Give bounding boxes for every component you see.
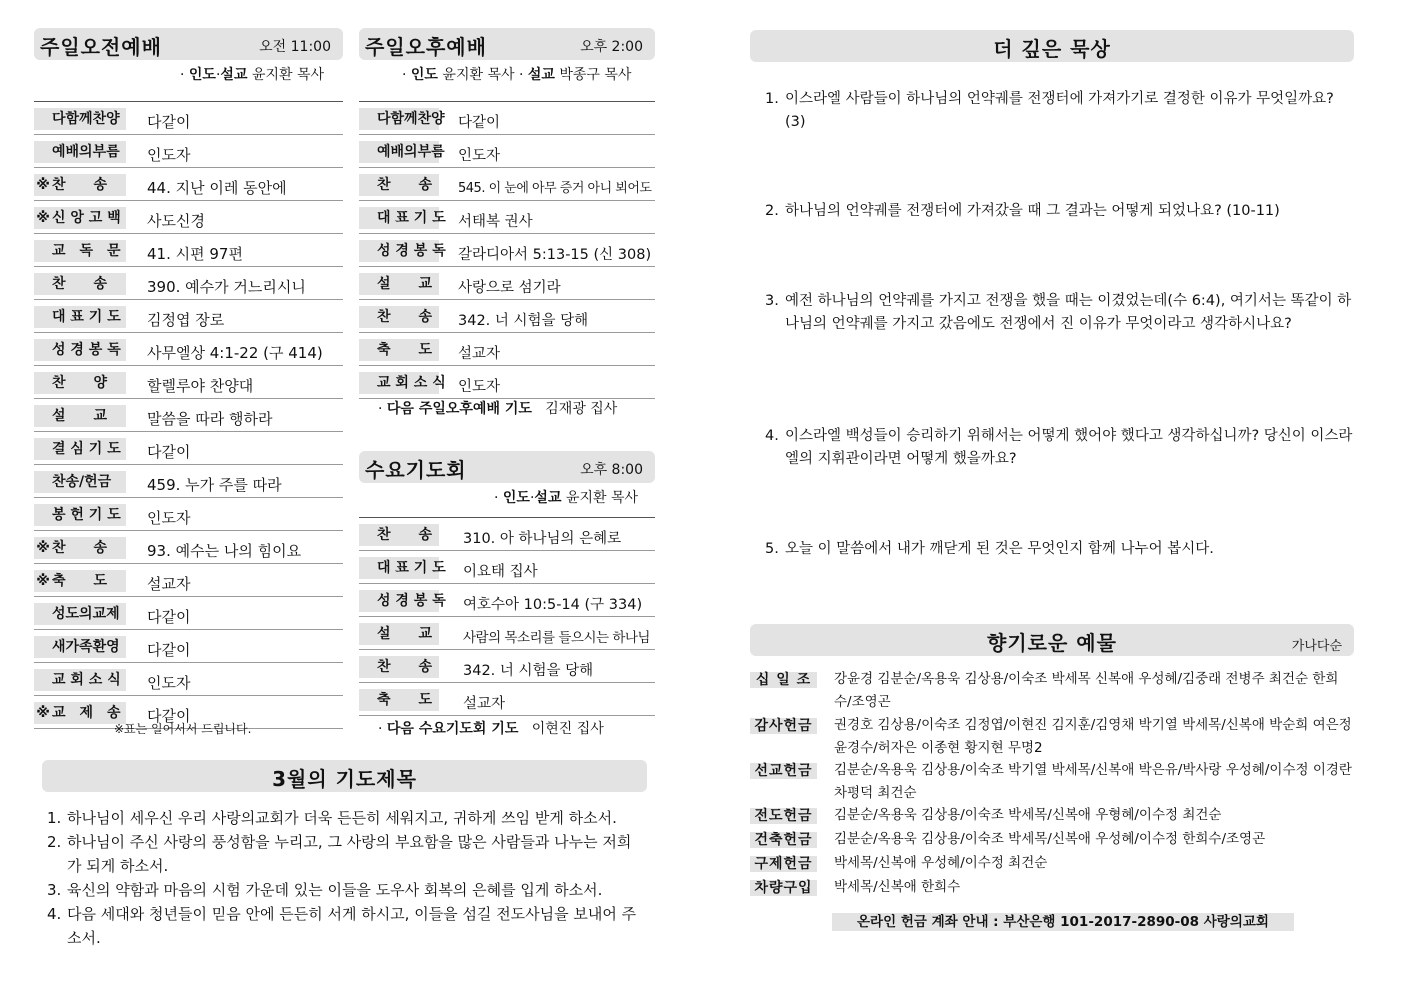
order-item-label-text: 대 표 기 도 — [377, 560, 446, 576]
order-item-value: 다같이 — [458, 115, 501, 131]
prayer-topics-list — [47, 806, 642, 950]
meditation-question — [765, 88, 1357, 134]
order-row — [34, 366, 343, 399]
offering-order-note: 가나다순 — [1291, 639, 1342, 654]
order-item-label-text: 찬 송 — [52, 276, 108, 292]
order-item-value: 459. 누가 주를 따라 — [147, 476, 282, 494]
item-text: 하나님이 세우신 우리 사랑의교회가 더욱 든든히 세워지고, 귀하게 쓰임 받게 하소서. — [67, 809, 617, 827]
order-item-value: 545. 이 눈에 아무 증거 아니 뵈어도 — [458, 181, 652, 196]
order-row — [359, 333, 655, 366]
order-item-label — [34, 702, 126, 724]
question-text: 하나님의 언약궤를 전쟁터에 가져갔을 때 그 결과는 어떻게 되었나요? (10-11) — [785, 203, 1280, 219]
item-text: 다음 세대와 청년들이 믿음 안에 든든히 서게 하시고, 이들을 섬길 전도사님을 보내어 주소서. — [67, 905, 637, 947]
order-item-value: 이요태 집사 — [463, 564, 538, 580]
order-item-value: 말씀을 따라 행하라 — [147, 410, 273, 428]
order-item-label — [34, 471, 126, 493]
order-item-value: 사랑으로 섬기라 — [458, 280, 561, 296]
order-item-value: 김정엽 장로 — [147, 311, 225, 329]
item-text: 육신의 약함과 마음의 시험 가운데 있는 이들을 도우사 회복의 은혜를 입게 하소서. — [67, 881, 603, 899]
order-item-value: 390. 예수가 거느리시니 — [147, 278, 306, 296]
meditation-header — [750, 30, 1354, 62]
meditation-question — [765, 290, 1357, 336]
order-item-label — [359, 141, 445, 163]
order-row — [359, 168, 655, 201]
order-row — [359, 650, 655, 683]
offering-names-vehicle: 박세목/신복애 한희수 — [834, 879, 961, 895]
preacher-tag: 설교 — [527, 67, 555, 83]
order-row — [359, 518, 655, 551]
order-item-label-text: 찬 양 — [52, 375, 108, 391]
order-item-label-text: 찬 송 — [377, 527, 433, 543]
order-row — [34, 498, 343, 531]
order-row — [34, 300, 343, 333]
order-item-value: 갈라디아서 5:13-15 (신 308) — [458, 247, 652, 263]
leader-tag: 인도 — [502, 490, 530, 506]
standing-note: ※표는 일어서서 드립니다. — [114, 722, 252, 736]
order-item-label-text: 교 독 문 — [52, 243, 121, 259]
order-item-label-text: 찬 송 — [377, 177, 433, 193]
order-item-value: 44. 지난 이레 동안에 — [147, 179, 287, 197]
order-item-label — [359, 207, 446, 229]
order-item-value: 사도신경 — [147, 212, 205, 230]
order-item-label — [34, 141, 126, 163]
wednesday-leader-line: · 인도·설교 윤지환 목사 — [494, 490, 639, 506]
order-item-value: 사무엘상 4:1-22 (구 414) — [147, 344, 323, 362]
prayer-topics-title: 3월의 기도제목 — [272, 767, 417, 791]
offering-label-relief: 구제헌금 — [750, 856, 817, 872]
order-item-label-text: 성 경 봉 독 — [52, 342, 121, 358]
order-item-label — [359, 108, 445, 130]
question-text: 예전 하나님의 언약궤를 가지고 전쟁을 했을 때는 이겼었는데(수 6:4), 여기서는 똑같이 하나님의 언약궤를 가지고 갔음에도 전쟁에서 진 이유가 무엇이라고 생각하시나요? — [785, 293, 1352, 332]
order-row — [34, 267, 343, 300]
order-row — [34, 399, 343, 432]
list-item — [47, 902, 642, 950]
offering-label-vehicle: 차량구입 — [750, 880, 817, 896]
prayer-topics-header — [42, 760, 647, 792]
order-item-label-text: 다함께찬양 — [52, 111, 120, 127]
leader-tag: 인도 — [188, 67, 216, 83]
order-item-label-text: 교 회 소 식 — [52, 672, 121, 688]
order-item-label-text: 대 표 기 도 — [52, 309, 121, 325]
order-item-value: 설교자 — [147, 575, 191, 593]
order-item-label-text: 축 도 — [377, 342, 433, 358]
afternoon-order-of-service — [359, 101, 655, 399]
order-row — [359, 366, 655, 399]
order-item-value: 다같이 — [147, 608, 191, 626]
offering-names-building: 김분순/옥용욱 김상용/이숙조 박세목/신복애 우성혜/이수정 한희수/조영곤 — [834, 831, 1266, 847]
order-item-label-text: 성 경 봉 독 — [377, 593, 446, 609]
afternoon-service-title: 주일오후예배 — [365, 35, 487, 59]
next-prayer-name: 김재광 집사 — [545, 401, 618, 417]
order-item-value: 다같이 — [147, 443, 191, 461]
order-item-label-text: 예배의부름 — [377, 144, 445, 160]
order-item-value: 설교자 — [458, 346, 501, 362]
order-item-label — [34, 339, 126, 361]
order-item-label-text: 축 도 — [52, 573, 108, 589]
offering-names-thanks: 권경호 김상용/이숙조 김정엽/이현진 김지훈/김영채 박기열 박세목/신복애 박순희 여은정 윤경수/허자은 이종현 황지현 무명2 — [834, 717, 1352, 756]
question-text: 이스라엘 백성들이 승리하기 위해서는 어떻게 했어야 했다고 생각하십니까? 당신이 이스라엘의 지휘관이라면 어떻게 했을까요? — [785, 428, 1353, 467]
morning-leader-line: · 인도·설교 윤지환 목사 — [180, 67, 325, 83]
order-item-label-text: 찬 송 — [377, 659, 433, 675]
preacher-tag: 설교 — [534, 490, 562, 506]
order-item-label — [34, 273, 126, 295]
afternoon-next-prayer: · 다음 주일오후예배 기도 김재광 집사 — [378, 401, 618, 417]
order-item-label-text: 찬 송 — [52, 540, 108, 556]
order-item-label — [34, 438, 126, 460]
leader-tag: 인도 — [410, 67, 438, 83]
order-row — [359, 234, 655, 267]
order-item-label-text: 찬송/헌금 — [52, 474, 112, 490]
order-item-label-text: 새가족환영 — [52, 639, 120, 655]
order-item-value: 인도자 — [458, 148, 501, 164]
order-item-label-text: 설 교 — [52, 408, 108, 424]
online-offering-account-notice: 온라인 헌금 계좌 안내 : 부산은행 101-2017-2890-08 사랑의교회 — [832, 913, 1294, 931]
order-item-value: 인도자 — [147, 509, 191, 527]
order-row — [34, 234, 343, 267]
item-text: 하나님이 주신 사랑의 풍성함을 누리고, 그 사랑의 부요함을 많은 사람들과 나누는 저희가 되게 하소서. — [67, 833, 632, 875]
offering-names-evangelism: 김분순/옥용욱 김상용/이숙조 박세목/신복애 우형혜/이수정 최건순 — [834, 807, 1222, 823]
order-item-label — [34, 405, 126, 427]
order-row — [34, 630, 343, 663]
item-number: 2. — [47, 833, 62, 851]
morning-service-time: 오전 11:00 — [259, 39, 331, 55]
standing-mark: ※ — [36, 210, 50, 226]
item-number: 4. — [47, 905, 62, 923]
order-item-label-text: 결 심 기 도 — [52, 441, 121, 457]
preacher-tag: 설교 — [220, 67, 248, 83]
order-item-label — [359, 656, 439, 678]
order-item-value: 인도자 — [147, 146, 191, 164]
morning-service-title: 주일오전예배 — [40, 35, 162, 59]
order-item-label — [34, 372, 126, 394]
order-row — [34, 564, 343, 597]
question-number: 3. — [765, 293, 779, 309]
order-row — [34, 201, 343, 234]
order-row — [359, 267, 655, 300]
order-item-label — [34, 636, 126, 658]
order-item-value: 설교자 — [463, 696, 506, 712]
wednesday-order-of-service — [359, 517, 655, 716]
meditation-title: 더 깊은 묵상 — [993, 37, 1111, 61]
order-item-label-text: 찬 송 — [377, 309, 433, 325]
leader-name: 윤지환 목사 — [251, 67, 325, 83]
question-number: 4. — [765, 428, 779, 444]
order-item-value: 다같이 — [147, 113, 191, 131]
offering-title: 향기로운 예물 — [987, 631, 1117, 655]
order-item-label — [359, 689, 439, 711]
order-item-label-text: 설 교 — [377, 276, 433, 292]
order-item-label-text: 다함께찬양 — [377, 111, 445, 127]
wednesday-next-prayer: · 다음 수요기도회 기도 이현진 집사 — [378, 721, 604, 737]
order-item-label-text: 봉 헌 기 도 — [52, 507, 121, 523]
order-item-label — [34, 603, 126, 625]
order-item-value: 41. 시편 97편 — [147, 245, 243, 263]
order-item-label — [359, 273, 439, 295]
order-item-value: 사람의 목소리를 들으시는 하나님 — [463, 630, 650, 646]
list-item — [47, 830, 642, 878]
question-text: 이스라엘 사람들이 하나님의 언약궤를 전쟁터에 가져가기로 결정한 이유가 무엇일까요? (3) — [785, 91, 1334, 130]
next-prayer-label: 다음 주일오후예배 기도 — [386, 401, 532, 417]
order-item-label-text: 설 교 — [377, 626, 433, 642]
order-row — [359, 617, 655, 650]
afternoon-service-time: 오후 2:00 — [580, 39, 643, 55]
order-row — [34, 531, 343, 564]
order-item-value: 다같이 — [147, 707, 191, 725]
order-item-label — [359, 557, 446, 579]
standing-mark: ※ — [36, 573, 50, 589]
standing-mark: ※ — [36, 705, 50, 721]
question-number: 5. — [765, 541, 779, 557]
order-row — [34, 168, 343, 201]
meditation-question — [765, 538, 1357, 561]
afternoon-service-header — [359, 28, 655, 60]
order-item-value: 342. 너 시험을 당해 — [463, 663, 594, 679]
next-prayer-label: 다음 수요기도회 기도 — [386, 721, 519, 737]
order-item-value: 인도자 — [458, 379, 501, 395]
order-item-label — [359, 623, 439, 645]
order-item-label — [34, 537, 126, 559]
offering-names-mission: 김분순/옥용욱 김상용/이숙조 박기열 박세목/신복애 박은유/박사랑 우성혜/이수정 이경란 차평덕 최건순 — [834, 762, 1352, 801]
afternoon-leader-line: · 인도 윤지환 목사 · 설교 박종구 목사 — [402, 67, 632, 83]
order-item-label — [34, 669, 126, 691]
order-row — [34, 597, 343, 630]
order-item-value: 서태복 권사 — [458, 214, 533, 230]
next-prayer-name: 이현진 집사 — [531, 721, 604, 737]
order-item-label — [359, 590, 446, 612]
order-item-label-text: 성도의교제 — [52, 606, 120, 622]
order-item-label-text: 찬 송 — [52, 177, 108, 193]
list-item — [47, 878, 642, 902]
order-item-value: 인도자 — [147, 674, 191, 692]
offering-label-mission: 선교헌금 — [750, 763, 817, 779]
order-item-label — [359, 372, 446, 394]
order-item-value: 342. 너 시험을 당해 — [458, 313, 589, 329]
order-row — [359, 584, 655, 617]
morning-service-header — [34, 28, 343, 60]
preacher-name: 박종구 목사 — [559, 67, 632, 83]
order-row — [34, 102, 343, 135]
order-row — [34, 663, 343, 696]
offering-header — [750, 624, 1354, 656]
order-item-value: 다같이 — [147, 641, 191, 659]
wednesday-service-time: 오후 8:00 — [580, 462, 643, 478]
offering-label-building: 건축헌금 — [750, 832, 817, 848]
order-item-label-text: 성 경 봉 독 — [377, 243, 446, 259]
leader-name: 윤지환 목사 — [565, 490, 639, 506]
order-row — [359, 683, 655, 716]
order-row — [34, 333, 343, 366]
leader-name: 윤지환 목사 — [442, 67, 515, 83]
wednesday-service-header — [359, 451, 655, 483]
order-row — [359, 201, 655, 234]
offering-label-tithe: 십 일 조 — [750, 672, 817, 688]
offering-names-tithe: 강윤경 김분순/옥용욱 김상용/이숙조 박세목 신복애 우성혜/김중래 전병주 최건순 한희수/조영곤 — [834, 671, 1339, 710]
order-item-label — [34, 207, 126, 229]
order-item-value: 여호수아 10:5-14 (구 334) — [463, 597, 643, 613]
order-row — [359, 300, 655, 333]
order-item-label — [34, 306, 126, 328]
item-number: 1. — [47, 809, 62, 827]
list-item — [47, 806, 642, 830]
order-item-label — [34, 504, 126, 526]
order-row — [359, 102, 655, 135]
order-item-label-text: 예배의부름 — [52, 144, 120, 160]
order-item-label-text: 교 제 송 — [52, 705, 121, 721]
order-item-label — [359, 339, 439, 361]
order-item-label-text: 대 표 기 도 — [377, 210, 446, 226]
item-number: 3. — [47, 881, 62, 899]
standing-mark: ※ — [36, 540, 50, 556]
order-row — [34, 432, 343, 465]
order-item-value: 할렐루야 찬양대 — [147, 377, 254, 395]
offering-names-relief: 박세목/신복애 우성혜/이수정 최건순 — [834, 855, 1048, 871]
meditation-question — [765, 200, 1357, 223]
morning-order-of-service — [34, 101, 343, 729]
offering-label-thanks: 감사헌금 — [750, 718, 817, 734]
order-row — [359, 135, 655, 168]
wednesday-service-title: 수요기도회 — [365, 458, 467, 482]
order-item-label — [34, 240, 126, 262]
order-item-value: 93. 예수는 나의 힘이요 — [147, 542, 302, 560]
order-row — [34, 135, 343, 168]
order-item-label — [34, 108, 126, 130]
meditation-question — [765, 425, 1357, 471]
question-number: 1. — [765, 91, 779, 107]
standing-mark: ※ — [36, 177, 50, 193]
order-item-label — [359, 306, 439, 328]
question-text: 오늘 이 말씀에서 내가 깨닫게 된 것은 무엇인지 함께 나누어 봅시다. — [785, 541, 1214, 557]
order-item-label — [34, 174, 126, 196]
question-number: 2. — [765, 203, 779, 219]
order-item-value: 310. 아 하나님의 은혜로 — [463, 531, 622, 547]
order-item-label-text: 신 앙 고 백 — [52, 210, 121, 226]
order-item-label-text: 축 도 — [377, 692, 433, 708]
order-item-label — [359, 174, 439, 196]
order-item-label — [359, 240, 446, 262]
order-item-label — [34, 570, 126, 592]
order-item-label — [359, 524, 439, 546]
order-row — [34, 465, 343, 498]
offering-label-evangelism: 전도헌금 — [750, 808, 817, 824]
order-item-label-text: 교 회 소 식 — [377, 375, 446, 391]
order-row — [359, 551, 655, 584]
